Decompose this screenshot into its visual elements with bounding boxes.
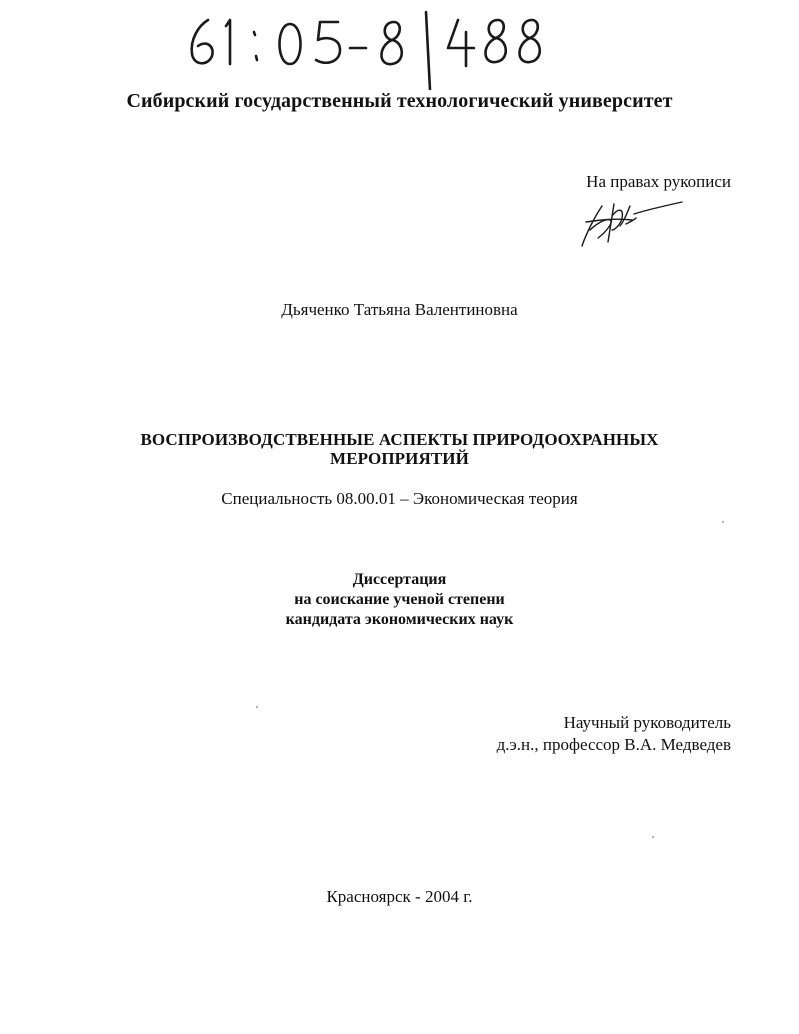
handwritten-signature: [576, 196, 688, 252]
thesis-title: [0, 430, 799, 468]
city-year: Красноярск - 2004 г.: [326, 887, 473, 906]
thesis-title-line-2: МЕРОПРИЯТИЙ: [330, 449, 469, 468]
dissertation-line-2: на соискание ученой степени: [294, 591, 505, 608]
specialty-line: Специальность 08.00.01 – Экономическая теория: [221, 489, 578, 508]
dissertation-block: [0, 570, 799, 630]
manuscript-rights-note: На правах рукописи: [586, 172, 731, 191]
supervisor-title: Научный руководитель: [563, 713, 731, 732]
author-name: Дьяченко Татьяна Валентиновна: [281, 300, 518, 319]
scan-speck: [256, 706, 258, 708]
dissertation-line-3: кандидата экономических наук: [285, 611, 514, 628]
supervisor-block: [497, 712, 731, 756]
catalog-number-handwriting: [180, 6, 560, 90]
dissertation-line-1: Диссертация: [352, 571, 447, 588]
thesis-title-line-1: ВОСПРОИЗВОДСТВЕННЫЕ АСПЕКТЫ ПРИРОДООХРАННЫХ: [140, 430, 659, 449]
handwritten-catalog-number: [180, 6, 560, 90]
supervisor-name: д.э.н., профессор В.А. Медведев: [496, 735, 731, 754]
scan-speck: [652, 836, 654, 838]
university-name: Сибирский государственный технологический университет: [126, 90, 673, 112]
scan-speck: [722, 521, 724, 523]
